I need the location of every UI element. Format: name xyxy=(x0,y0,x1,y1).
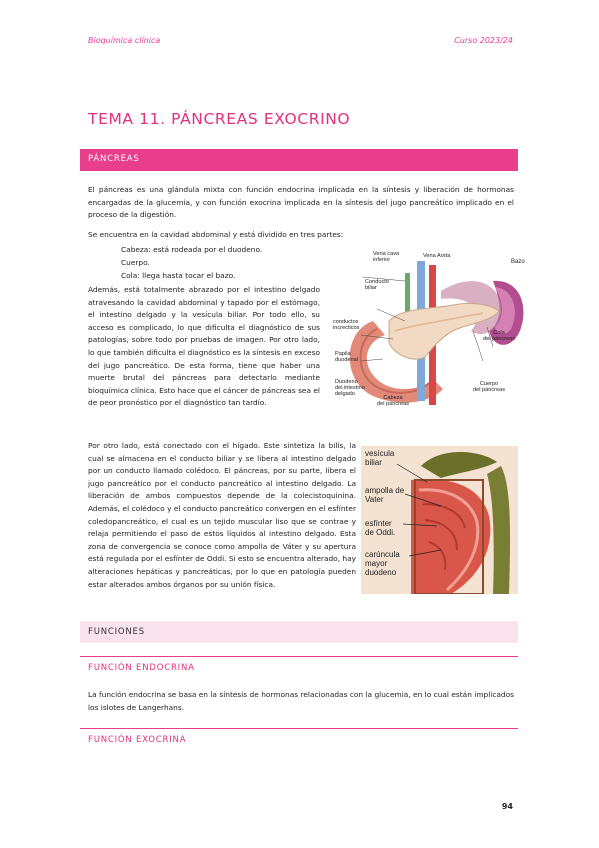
endocrina-paragraph: La función endocrina se basa en la síntesis de hormonas relacionadas con la glucemia, en lo cual están implicados los islotes de Langerhans. xyxy=(88,690,514,712)
label-duodeno: Duodeno xyxy=(335,379,358,385)
subsection-exocrina xyxy=(80,728,518,749)
label-cola-2: del páncreas xyxy=(483,336,516,343)
paragraph-anatomy: Además, está totalmente abrazado por el intestino delgado atravesando la cavidad abdominal y tapado por el estómago, el intestino delgado y la vesícula biliar. Por todo ello, su acceso es complicado, lo que dificulta el diagnóstico de sus patologías, sobre todo por pruebas de imagen. Por otro lado, lo que también dificulta el diagnóstico es la síntesis en exceso del jugo pancreático. De esta forma, tiene que haber una muerte brutal del páncreas para detectarlo mediante bioquímica clínica. Esto hace que el cáncer de páncreas sea el de peor pronóstico por el diagnóstico tan tardío. xyxy=(88,285,320,408)
section-header-pancreas-label: PÁNCREAS xyxy=(88,154,140,164)
label-vesicula-2: biliar xyxy=(365,458,382,467)
label-esfinter-2: de Oddi. xyxy=(365,528,396,537)
label-esfinter: esfínter xyxy=(365,519,392,528)
label-caruncula-3: duodeno xyxy=(365,568,397,577)
section-header-pancreas xyxy=(80,149,518,171)
label-vena-cava-2: inferior xyxy=(373,257,391,264)
label-conducto-2: biliar xyxy=(365,285,377,292)
header-course-name: Bioquímica clínica xyxy=(88,36,161,45)
label-vesicula: vesícula xyxy=(365,449,395,458)
subsection-endocrina xyxy=(80,656,518,677)
label-cola: Cola xyxy=(493,330,505,336)
header-course-year: Curso 2023/24 xyxy=(454,36,513,45)
list-item-cola: Cola: llega hasta tocar el bazo. xyxy=(121,271,236,280)
list-item-cabeza: Cabeza: está rodeada por el duodeno. xyxy=(121,245,263,254)
label-caruncula-2: mayor xyxy=(365,559,388,568)
label-duodeno-2: del intestino xyxy=(335,385,365,392)
label-cabeza: Cabeza xyxy=(383,395,403,401)
label-vena-aorta: Vena Aorta xyxy=(423,253,451,259)
section-header-funciones xyxy=(80,621,518,643)
label-papila-2: duodenal xyxy=(335,357,359,364)
label-vena-cava: Vena cava xyxy=(373,251,400,257)
subsection-endocrina-label: FUNCIÓN ENDOCRINA xyxy=(88,663,195,673)
paragraph-liver-connection: Por otro lado, está conectado con el hígado. Este sintetiza la bilis, la cual se almacena en el conducto biliar y se libera al intestino delgado por un conducto llamado colédoco. El páncreas, por su parte, libera el jugo pancreático por el conducto pancreático al intestino delgado. La liberación de ambos compuestos depende de la colecistoquinina. Además, el colédoco y el conducto pancreático convergen en el esfínter coledopancreático, el cual es un tejido muscular liso que se contrae y relaja permitiendo el paso de estos líquidos al intestino delgado. Esta zona de convergencia se conoce como ampolla de Váter y su apertura está regulada por el esfínter de Oddi. Si esto se encuentra alterado, hay alteraciones hepáticas y pancreáticas, por lo que en patología pueden estar alterados ambos órganos por su unión física. xyxy=(88,441,356,589)
label-cabeza-2: del páncreas xyxy=(377,401,410,408)
label-bazo: Bazo xyxy=(511,259,525,265)
pancreas-anatomy-figure xyxy=(333,251,531,414)
label-cuerpo: Cuerpo xyxy=(479,381,499,387)
label-cuerpo-2: del páncreas xyxy=(473,387,506,394)
parts-intro: Se encuentra en la cavidad abdominal y está dividido en tres partes: xyxy=(88,230,344,239)
intro-paragraph: El páncreas es una glándula mixta con función endocrina implicada en la síntesis y liberación de hormonas encargadas de la glucemia, y con función exocrina implicada en la síntesis del jugo pancreático implicado en el proceso de la digestión. xyxy=(88,185,514,220)
list-item-cuerpo: Cuerpo. xyxy=(121,258,150,267)
label-conducto: Conducto xyxy=(365,279,389,285)
ampulla-vater-figure xyxy=(361,446,518,594)
label-ampolla-2: Vater xyxy=(365,495,384,504)
label-conductos-2: increcticos xyxy=(333,325,360,332)
label-ampolla: ampolla de xyxy=(365,486,405,495)
page-title: TEMA 11. PÁNCREAS EXOCRINO xyxy=(88,110,351,128)
page-number: 94 xyxy=(501,802,513,811)
label-papila: Papila xyxy=(335,351,351,357)
label-conductos: conductos xyxy=(333,319,359,325)
label-duodeno-3: delgado xyxy=(335,391,355,398)
subsection-exocrina-label: FUNCIÓN EXOCRINA xyxy=(88,735,187,745)
section-header-funciones-label: FUNCIONES xyxy=(88,627,145,637)
label-caruncula: carúncula xyxy=(365,550,400,559)
